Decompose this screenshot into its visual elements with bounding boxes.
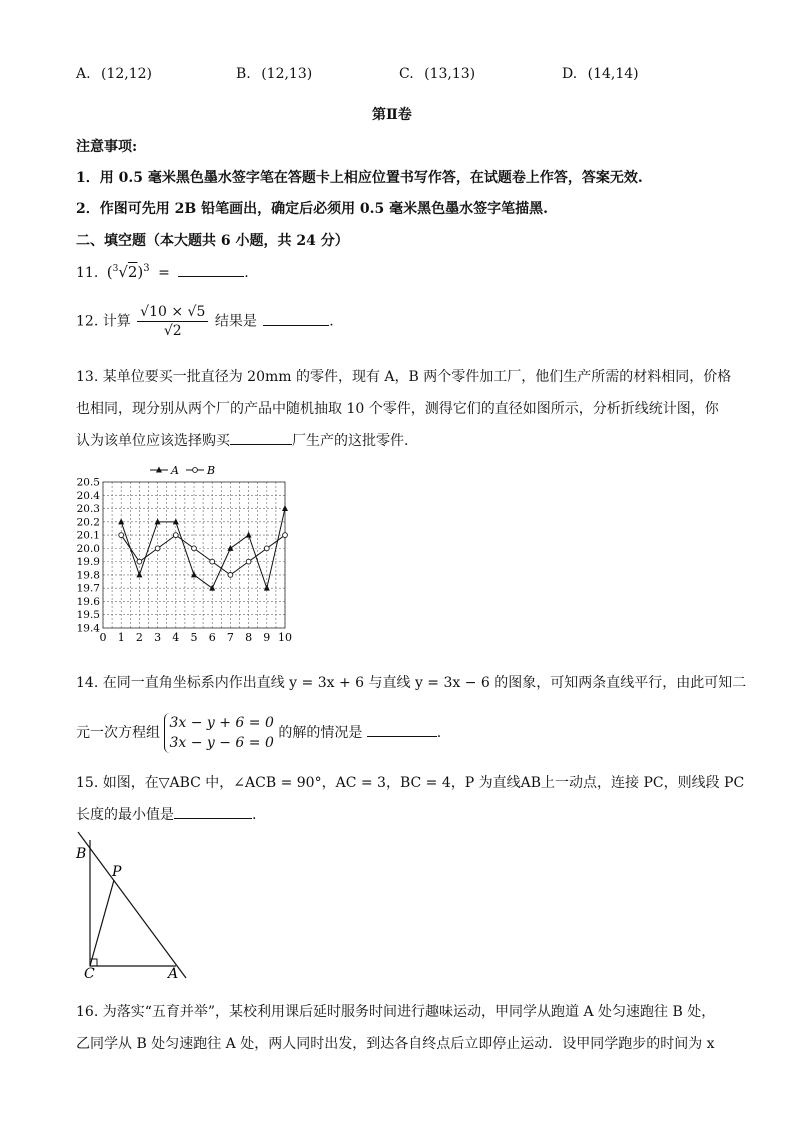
y-tick-label: 19.7 — [76, 582, 100, 595]
option-b-value: (12,13) — [261, 66, 313, 82]
y-tick-label: 20.4 — [76, 489, 100, 502]
option-a-value: (12,12) — [101, 66, 153, 82]
y-tick-label: 19.9 — [76, 556, 100, 569]
q11-exponent: 3 — [143, 263, 150, 274]
point-label-a: A — [168, 966, 179, 980]
q14-suffix: 的解的情况是 — [278, 725, 363, 741]
series-B-point — [264, 546, 269, 551]
y-tick-label: 19.6 — [76, 595, 100, 608]
option-d-label: D. — [562, 66, 578, 82]
legend-label-A: A — [171, 464, 179, 477]
notes-item-1: 1．用 0.5 毫米黑色墨水签字笔在答题卡上相应位置书写作答，在试题卷上作答，答案无效. — [76, 170, 643, 186]
series-B-point — [192, 546, 197, 551]
q14-equation-1: 3x − y + 6 = 0 — [169, 715, 274, 731]
q10-option-b — [236, 66, 312, 82]
y-tick-label: 20.1 — [76, 529, 100, 542]
q14-answer-blank[interactable] — [367, 722, 437, 737]
point-label-p: P — [112, 864, 122, 880]
series-B-point — [246, 559, 251, 564]
q10-option-d — [562, 66, 639, 82]
x-tick-label: 6 — [208, 631, 216, 644]
q15-answer-blank[interactable] — [174, 804, 252, 819]
series-A-point — [246, 532, 252, 538]
option-a-label: A. — [76, 66, 91, 82]
x-tick-label: 9 — [263, 631, 271, 644]
q16-line-1: 16. 为落实“五育并举”，某校利用课后延时服务时间进行趣味运动，甲同学从跑道 A 处匀速跑往 B 处， — [76, 1004, 716, 1020]
y-tick-label: 20.5 — [76, 476, 100, 489]
q14-equation-2: 3x − y − 6 = 0 — [169, 735, 274, 751]
series-A-point — [136, 571, 142, 577]
x-tick-label: 1 — [117, 631, 125, 644]
y-tick-label: 20.0 — [76, 542, 100, 555]
x-tick-label: 8 — [245, 631, 253, 644]
q13-line-2: 也相同，现分别从两个厂的产品中随机抽取 10 个零件，测得它们的直径如图所示，分析折线统计图，你 — [76, 401, 719, 417]
q13-line-chart — [70, 460, 300, 650]
chart-legend — [150, 464, 215, 477]
series-B-point — [210, 559, 215, 564]
series-B-point — [228, 573, 233, 578]
x-tick-label: 10 — [278, 631, 292, 644]
series-A-point — [155, 518, 161, 524]
q13-answer-blank[interactable] — [230, 430, 292, 445]
x-tick-label: 3 — [154, 631, 162, 644]
series-B-point — [155, 546, 160, 551]
series-B-point — [283, 533, 288, 538]
q13-line-3-text-a: 认为该单位应该选择购买 — [76, 433, 230, 449]
q10-option-a — [76, 66, 152, 82]
x-tick-label: 7 — [226, 631, 234, 644]
legend-label-B: B — [207, 464, 216, 477]
y-tick-label: 20.2 — [76, 516, 100, 529]
option-c-label: C. — [399, 66, 414, 82]
q11-root-index: 3 — [112, 264, 119, 274]
notes-heading: 注意事项: — [76, 139, 138, 155]
series-B-point — [137, 559, 142, 564]
series-A-point — [227, 545, 233, 551]
series-A-point — [173, 518, 179, 524]
section-title: 第Ⅱ卷 — [372, 107, 412, 123]
q15-line-1: 15. 如图，在▽ABC 中，∠ACB = 90°，AC = 3，BC = 4，P 为直线AB上一动点，连接 PC，则线段 PC — [76, 775, 745, 791]
x-tick-label: 0 — [99, 631, 107, 644]
q11-answer-blank[interactable] — [178, 262, 244, 277]
point-label-b: B — [76, 846, 87, 862]
q12-suffix: 结果是 — [214, 313, 257, 330]
series-A-point — [191, 571, 197, 577]
x-tick-label: 4 — [172, 631, 180, 644]
option-b-label: B. — [236, 66, 251, 82]
q14-equation-system — [164, 713, 273, 753]
q12-answer-blank[interactable] — [263, 311, 329, 326]
series-A-point — [209, 585, 215, 591]
q12-numerator: √10 × √5 — [137, 304, 208, 322]
q13-line-3-text-b: 厂生产的这批零件. — [292, 433, 409, 449]
q15-line-2: 长度的最小值是 . — [76, 804, 256, 824]
chart-axes — [77, 477, 292, 645]
q14-prefix: 元一次方程组 — [76, 725, 160, 741]
q15-triangle-figure — [68, 830, 208, 980]
q14-line-1: 14. 在同一直角坐标系内作出直线 y = 3x + 6 与直线 y = 3x − 6 的图象，可知两条直线平行，由此可知二 — [76, 675, 747, 691]
q10-option-c — [399, 66, 475, 82]
q13-line-3 — [76, 430, 408, 450]
series-A-point — [282, 505, 288, 511]
q16-line-2: 乙同学从 B 处匀速跑往 A 处，两人同时出发，到达各自终点后立即停止运动．设甲同学跑步的时间为 x — [76, 1036, 715, 1052]
y-tick-label: 20.3 — [76, 503, 100, 516]
series-A-point — [118, 518, 124, 524]
notes-item-2: 2．作图可先用 2B 铅笔画出，确定后必须用 0.5 毫米黑色墨水签字笔描黑. — [76, 201, 549, 217]
q11-expression: $(^3√2)^3$ — [106, 263, 150, 281]
q13-line-1: 13. 某单位要买一批直径为 20mm 的零件，现有 A，B 两个零件加工厂，他们生产所需的材料相同，价格 — [76, 369, 732, 385]
option-d-value: (14,14) — [587, 66, 639, 82]
q12-prefix: 12. 计算 — [76, 313, 131, 330]
part2-title: 二、填空题（本大题共 6 小题，共 24 分） — [76, 233, 349, 249]
segment-pc — [90, 880, 114, 966]
series-A-point — [264, 585, 270, 591]
q11-equals: = — [158, 265, 170, 281]
question-12: 12. 计算 $\frac{√10 \times √5}{√2}$ 结果是 . — [76, 304, 334, 339]
series-B-point — [119, 533, 124, 538]
legend-marker-B — [193, 468, 198, 473]
y-tick-label: 19.8 — [76, 569, 100, 582]
x-tick-label: 2 — [135, 631, 143, 644]
q11-number: 11. — [76, 265, 99, 281]
option-c-value: (13,13) — [424, 66, 476, 82]
series-B-point — [173, 533, 178, 538]
question-11: 11. $(^3√2)^3$ = . — [76, 263, 249, 281]
q15-line-2-text: 长度的最小值是 — [76, 807, 174, 823]
point-label-c: C — [84, 966, 95, 980]
segment-ab — [78, 832, 186, 978]
q14-line-2: 元一次方程组 3x − y + 6 = 0 3x − y − 6 = 0 的解的情况是 . — [76, 715, 442, 751]
q12-fraction — [137, 304, 208, 339]
x-tick-label: 5 — [190, 631, 198, 644]
y-tick-label: 19.5 — [76, 609, 100, 622]
q12-denominator: √2 — [163, 323, 182, 339]
q11-base: 2 — [127, 263, 138, 281]
y-tick-label: 19.4 — [76, 622, 100, 635]
